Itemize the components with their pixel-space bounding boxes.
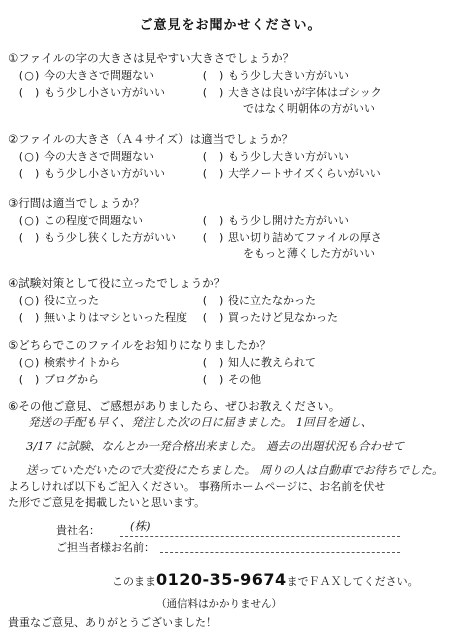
company-underline: [120, 536, 400, 537]
q1-option-2[interactable]: ( ) もう少し大きい方がいい: [202, 68, 349, 82]
q2-option-1[interactable]: (○) 今の大きさで問題ない: [18, 149, 154, 163]
q4-option-2[interactable]: ( ) 役に立たなかった: [202, 293, 316, 307]
option-label: もう少し大きい方がいい: [228, 69, 349, 82]
option-label: 知人に教えられて: [228, 356, 316, 369]
q5-option-4[interactable]: ( ) その他: [202, 372, 261, 386]
option-label: 役に立たなかった: [228, 294, 316, 307]
q2-option-4[interactable]: ( ) 大学ノートサイズくらいがいい: [202, 166, 381, 180]
q3-option-4[interactable]: ( ) 思い切り詰めてファイルの厚さ: [202, 230, 382, 244]
company-field[interactable]: (株): [130, 519, 151, 533]
question-1: ①ファイルの字の大きさは見やすい大きさでしょうか？: [8, 51, 295, 65]
fax-number: 0120-35-9674: [156, 570, 287, 589]
person-label: ご担当者様お名前：: [56, 541, 155, 554]
question-6: ⑥その他ご意見、ご感想がありましたら、ぜひお教えください。: [8, 399, 341, 413]
option-label: 買ったけど見なかった: [228, 311, 338, 324]
question-2: ②ファイルの大きさ（Ａ４サイズ）は適当でしょうか？: [8, 132, 294, 146]
person-underline[interactable]: [160, 552, 400, 553]
option-label: 今の大きさで問題ない: [44, 69, 154, 82]
option-label: 今の大きさで問題ない: [44, 150, 154, 163]
q5-option-3[interactable]: ( ) ブログから: [18, 372, 99, 386]
q1-option-1[interactable]: (○) 今の大きさで問題ない: [18, 68, 154, 82]
comment-line-2[interactable]: 3/17 に試験、なんとか一発合格出来ました。 過去の出題状況も合わせて: [26, 439, 405, 453]
q3-option-1[interactable]: (○) この程度で問題ない: [18, 213, 143, 227]
option-label: もう少し開けた方がいい: [228, 214, 349, 227]
option-label: もう少し大きい方がいい: [228, 150, 349, 163]
company-label: 貴社名：: [56, 524, 100, 537]
option-label: もう少し小さい方がいい: [44, 86, 165, 99]
fax-prefix: このまま: [112, 575, 156, 588]
option-label: この程度で問題ない: [44, 214, 143, 227]
option-label: 大学ノートサイズくらいがいい: [228, 167, 381, 180]
option-label: 思い切り詰めてファイルの厚さ: [228, 231, 382, 244]
q1-option-4-line2: ではなく明朝体の方がいい: [243, 102, 375, 115]
fee-note: （通信料はかかりません）: [156, 598, 282, 610]
question-5: ⑤どちらでこのファイルをお知りになりましたか？: [8, 338, 271, 352]
page-title: ご意見をお聞かせください。: [139, 18, 322, 33]
q1-option-3[interactable]: ( ) もう少し小さい方がいい: [18, 85, 165, 99]
comment-line-1[interactable]: 発送の手配も早く、発注した次の日に届きました。 1回目を通し、: [28, 415, 373, 429]
option-label: 無いよりはマシといった程度: [44, 311, 187, 324]
q3-option-4-line2: をもっと薄くした方がいい: [243, 247, 375, 260]
fax-line: [112, 570, 419, 589]
option-label: 大きさは良いが字体はゴシック: [228, 86, 382, 99]
question-4: ④試験対策として役に立ったでしょうか？: [8, 276, 226, 290]
answer-mark: ○: [24, 149, 34, 163]
q2-option-2[interactable]: ( ) もう少し大きい方がいい: [202, 149, 349, 163]
note-line-2: た形でご意見を掲載したいと思います。: [8, 496, 206, 509]
option-label: 検索サイトから: [44, 356, 121, 369]
option-label: その他: [228, 373, 261, 386]
q4-option-3[interactable]: ( ) 無いよりはマシといった程度: [18, 310, 187, 324]
option-label: もう少し狭くした方がいい: [44, 231, 176, 244]
option-label: 役に立った: [44, 294, 99, 307]
q3-option-2[interactable]: ( ) もう少し開けた方がいい: [202, 213, 349, 227]
thanks-message: 貴重なご意見、ありがとうございました！: [8, 616, 217, 629]
option-label: もう少し小さい方がいい: [44, 167, 165, 180]
q2-option-3[interactable]: ( ) もう少し小さい方がいい: [18, 166, 165, 180]
q5-option-1[interactable]: (○) 検索サイトから: [18, 355, 121, 369]
q3-option-3[interactable]: ( ) もう少し狭くした方がいい: [18, 230, 176, 244]
q1-option-4[interactable]: ( ) 大きさは良いが字体はゴシック: [202, 85, 382, 99]
note-line-1: よろしければ以下もご記入ください。 事務所ホームページに、お名前を伏せ: [8, 480, 386, 493]
answer-mark: ○: [24, 293, 34, 307]
answer-mark: ○: [24, 213, 34, 227]
answer-mark: ○: [24, 355, 34, 369]
option-label: ブログから: [44, 373, 99, 386]
question-3: ③行間は適当でしょうか？: [8, 196, 145, 210]
comment-line-3[interactable]: 送っていただいたので大変役にたちました。 周りの人は自動車でお待ちでした。: [26, 463, 444, 477]
q4-option-1[interactable]: (○) 役に立った: [18, 293, 99, 307]
answer-mark: ○: [24, 68, 34, 82]
fax-suffix: までＦＡＸしてください。: [286, 575, 419, 588]
q5-option-2[interactable]: ( ) 知人に教えられて: [202, 355, 316, 369]
q4-option-4[interactable]: ( ) 買ったけど見なかった: [202, 310, 338, 324]
